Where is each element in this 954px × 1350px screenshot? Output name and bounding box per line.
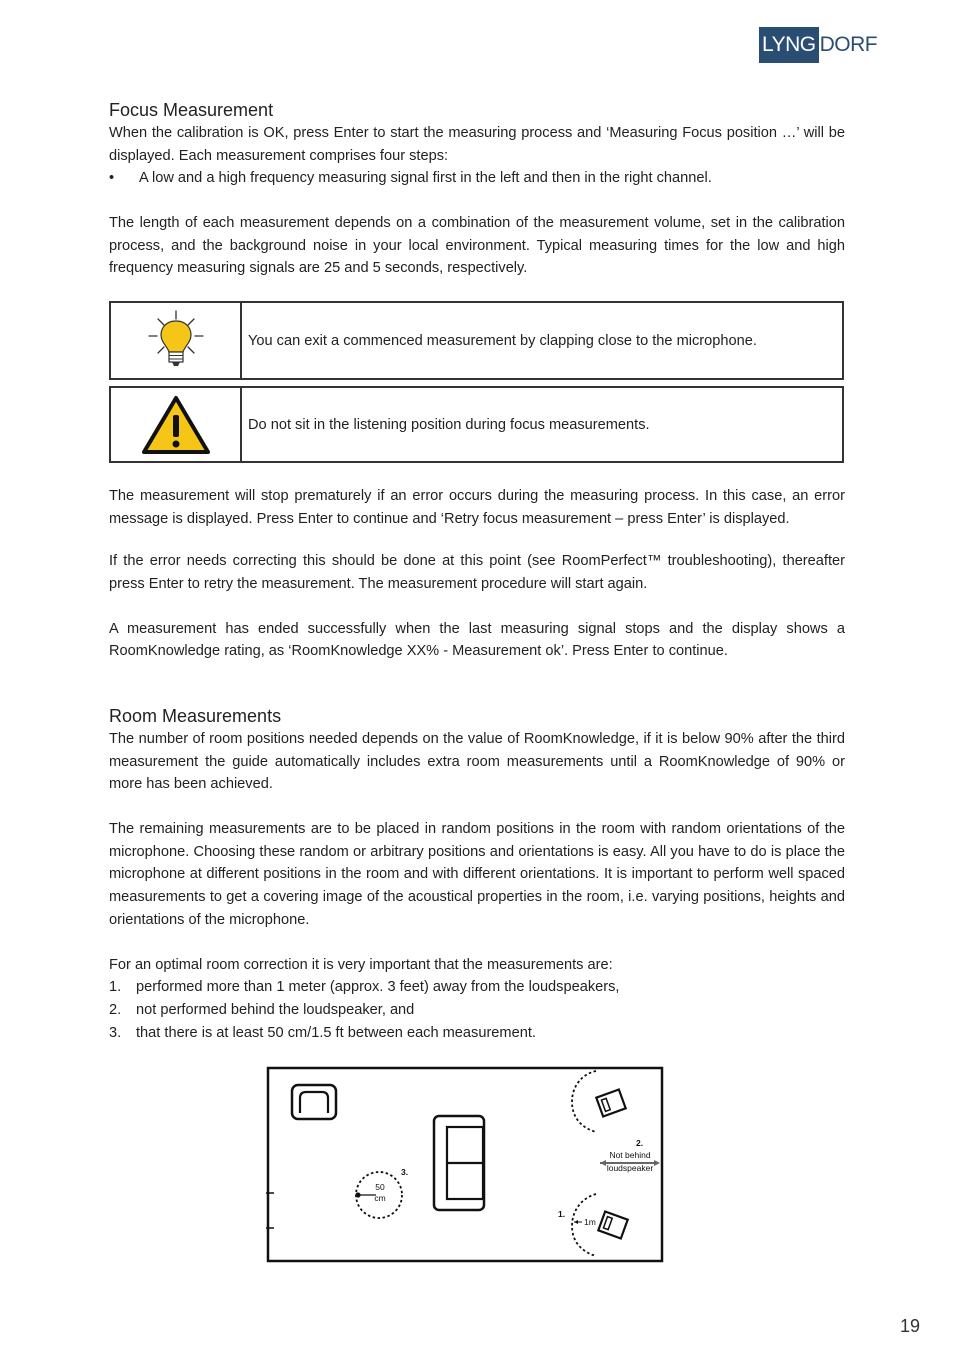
logo-part2: DORF: [819, 33, 878, 56]
not-behind-label-1: Not behind: [609, 1150, 651, 1160]
logo-part1: LYNG: [759, 27, 819, 63]
cm-label: cm: [374, 1193, 386, 1203]
focus-length: The length of each measurement depends on a combination of the measurement volume, set in the calibration process, and the background noise in your local environment. Typical measuring times for the low and high frequency measuring signals are 25 and 5 seconds, respectively.: [109, 215, 845, 277]
label-2: 2.: [636, 1138, 644, 1148]
speaker-icon: [596, 1089, 625, 1116]
warning-text: Do not sit in the listening position during focus measurements.: [248, 416, 650, 433]
label-3: 3.: [401, 1167, 409, 1177]
fifty-label: 50: [375, 1182, 385, 1192]
not-behind-label-2: loudspeaker: [606, 1163, 654, 1173]
one-meter-label: 1m: [584, 1217, 596, 1227]
tip-text: You can exit a commenced measurement by clapping close to the microphone.: [248, 332, 757, 349]
room-p3: For an optimal room correction it is very important that the measurements are:: [109, 956, 613, 973]
lightbulb-icon: [111, 303, 242, 378]
error-p1: The measurement will stop prematurely if an error occurs during the measuring process. In this case, an error message is displayed. Press Enter to continue and ‘Retry focus measurement – press Enter’ is displayed.: [109, 488, 845, 527]
error-p3: A measurement has ended successfully when the last measuring signal stops and the display shows a RoomKnowledge rating, as ‘RoomKnowledge XX% - Measurement ok’. Press Enter to continue.: [109, 620, 845, 660]
list-item: 2. not performed behind the loudspeaker, and: [109, 1001, 415, 1018]
exclusion-arc: [572, 1071, 596, 1132]
bullet-symbol: •: [109, 170, 115, 187]
focus-heading: Focus Measurement: [109, 100, 274, 120]
focus-bullet: [109, 167, 845, 190]
lyngdorf-logo: [759, 27, 877, 63]
focus-intro: When the calibration is OK, press Enter to start the measuring process and ‘Measuring Focus position …’ will be displayed. Each measurement comprises four steps:: [109, 125, 845, 164]
list-item: 3. that there is at least 50 cm/1.5 ft between each measurement.: [109, 1024, 536, 1041]
page-number: 19: [900, 1316, 921, 1336]
bullet-text: A low and a high frequency measuring signal first in the left and then in the right channel.: [139, 170, 712, 187]
speaker-icon: [598, 1211, 627, 1238]
tip-note: [109, 301, 844, 380]
warning-icon: [111, 388, 242, 461]
room-heading: Room Measurements: [109, 706, 282, 726]
warning-note: [109, 386, 844, 463]
sofa-icon: [434, 1116, 484, 1210]
armchair-icon: [292, 1085, 336, 1119]
error-p2: If the error needs correcting this should be done at this point (see RoomPerfect™ troubleshooting), thereafter press Enter to retry the measurement. The measurement procedure will start again.: [109, 553, 845, 592]
label-1: 1.: [558, 1209, 566, 1219]
room-section: [109, 704, 845, 1044]
focus-section: [109, 98, 845, 280]
room-p1: The number of room positions needed depends on the value of RoomKnowledge, if it is below 90% after the third measurement the guide automatically includes extra room measurements until a RoomKnowledge of 90% or more has been achieved.: [109, 731, 845, 793]
error-section: [109, 485, 845, 663]
room-diagram: [266, 1066, 666, 1264]
list-item: 1. performed more than 1 meter (approx. 3 feet) away from the loudspeakers,: [109, 979, 620, 996]
room-p2: The remaining measurements are to be placed in random positions in the room with random orientations of the microphone. Choosing these random or arbitrary positions and orientations is easy. All you have to do is place the microphone at different positions in the room and with different orientations. It is important to perform well spaced measurements to get a covering image of the acoustical properties in the room, i.e. varying positions, heights and orientations of the microphone.: [109, 821, 845, 928]
